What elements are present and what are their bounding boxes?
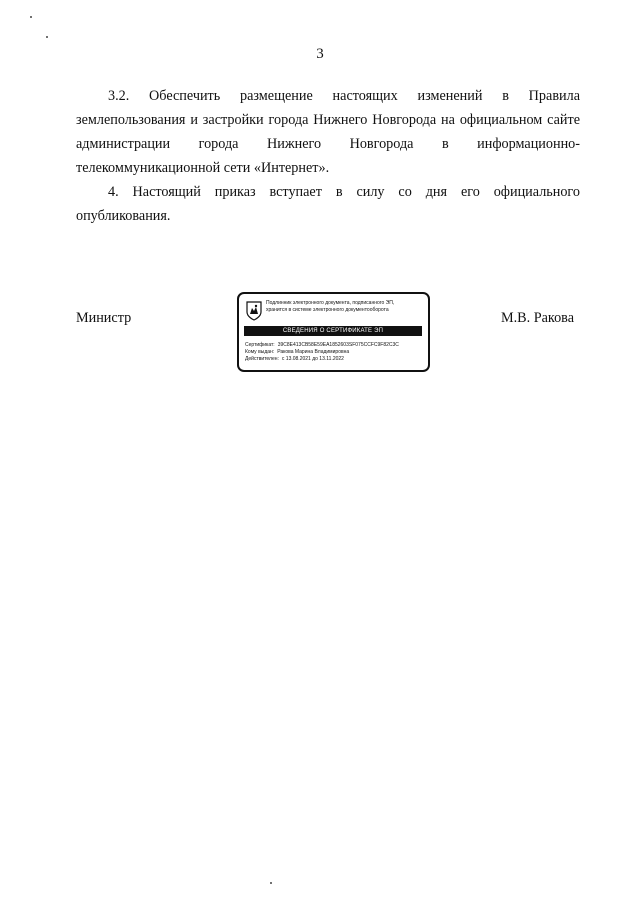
scan-speck [270, 882, 272, 884]
paragraph-line: 4. Настоящий приказ вступает в силу со дня его официального [108, 184, 580, 200]
paragraph-line: 3.2. Обеспечить размещение настоящих изменений в Правила [108, 88, 580, 104]
stamp-details [245, 342, 423, 363]
valid-value: с 13.08.2021 до 13.11.2022 [281, 356, 344, 362]
paragraph-line: телекоммуникационной сети «Интернет». [76, 160, 330, 176]
issued-to-value: Ракова Марина Владимировна [277, 349, 350, 355]
paragraph-line: опубликования. [76, 208, 171, 224]
scan-speck [46, 36, 48, 38]
stamp-caption [266, 300, 426, 314]
valid-row [245, 356, 423, 363]
stamp-caption-line: хранится в системе электронного документооборота [266, 307, 389, 313]
issued-to-row [245, 349, 423, 356]
signer-name: М.В. Ракова [501, 310, 574, 326]
signer-title: Министр [76, 310, 132, 326]
stamp-caption-line: Подлинник электронного документа, подписанного ЭП, [266, 300, 395, 306]
certificate-row [245, 342, 423, 349]
paragraph-3-2 [76, 84, 580, 180]
paragraph-line: землепользования и застройки города Нижнего Новгорода на официальном сайте [76, 112, 580, 128]
certificate-value: 39C8E413CB58E59EA1852603SF075CCFC9F82C3C [277, 342, 399, 348]
scan-speck [30, 16, 32, 18]
issued-to-label: Кому выдан: [245, 349, 275, 355]
paragraph-4 [76, 180, 580, 228]
electronic-signature-stamp [237, 292, 430, 372]
page-number: 3 [316, 46, 324, 62]
certificate-label: Сертификат: [245, 342, 275, 348]
paragraph-line: администрации города Нижнего Новгорода в информационно- [76, 136, 580, 152]
valid-label: Действителен: [245, 356, 279, 362]
stamp-header: СВЕДЕНИЯ О СЕРТИФИКАТЕ ЭП [244, 326, 422, 336]
coat-of-arms-icon [246, 301, 262, 321]
